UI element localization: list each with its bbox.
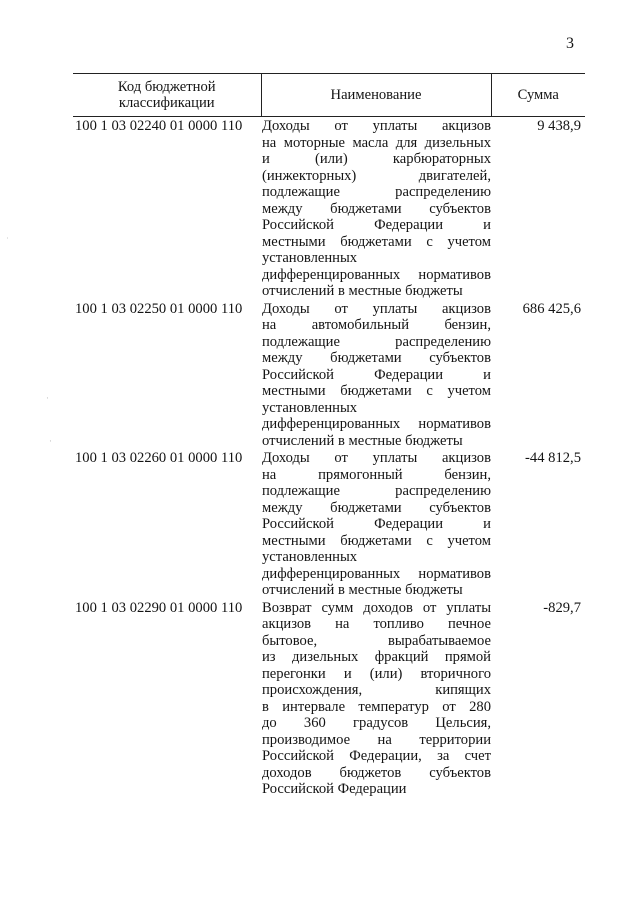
revenue-name-line: подлежащие распределению [262,184,491,200]
revenue-name-line: происхождения, кипящих [262,682,491,698]
table-row [73,599,585,798]
revenue-name-line: дифференцированных нормативов [262,416,491,432]
scan-speck: ˙ [6,236,9,246]
budget-code: 100 1 03 02260 01 0000 110 [75,450,243,466]
revenue-name [261,117,491,300]
revenue-name-line: производимое на территории [262,731,491,748]
revenue-name-line: перегонки и (или) вторичного [262,665,491,682]
amount: 686 425,6 [522,300,581,317]
revenue-name-line: и (или) карбюраторных [262,151,491,167]
revenue-name-line: между бюджетами субъектов [262,200,491,217]
revenue-name [261,599,491,798]
revenue-name-line: на прямогонный бензин, [262,466,491,483]
revenue-name-line: подлежащие распределению [262,333,491,350]
revenue-name-line: бытовое, вырабатываемое [262,632,491,649]
revenue-name-line: акцизов на топливо печное [262,616,491,632]
header-sum: Сумма [491,74,585,117]
page-number: 3 [566,35,574,52]
revenue-name-line: местными бюджетами с учетом [262,233,491,250]
amount: 9 438,9 [537,118,581,134]
revenue-name-line: установленных [262,399,358,416]
revenue-name [261,449,491,599]
table-row [73,117,585,300]
revenue-name-line: на автомобильный бензин, [262,317,491,333]
header-code [73,74,261,117]
revenue-name-line: Российской Федерации и [262,366,491,383]
revenue-name-line: отчислений в местные бюджеты [262,432,463,449]
revenue-name-line: в интервале температур от 280 [262,698,491,715]
revenue-name-line: местными бюджетами с учетом [262,532,491,549]
revenue-name-line: дифференцированных нормативов [262,565,491,582]
revenue-name-line: Доходы от уплаты акцизов [262,300,491,317]
header-code-line-1: Код бюджетной [117,78,216,95]
amount: -44 812,5 [525,450,581,466]
table-header-row [73,74,585,117]
revenue-name-line: между бюджетами субъектов [262,350,491,366]
revenue-name-line: Доходы от уплаты акцизов [262,118,491,134]
revenue-name-line: на моторные масла для дизельных [262,134,491,151]
revenue-name-line: Российской Федерации [262,781,407,797]
revenue-name-line: Возврат сумм доходов от уплаты [262,599,491,616]
revenue-name-line: дифференцированных нормативов [262,266,491,283]
revenue-name-line: местными бюджетами с учетом [262,383,491,399]
revenue-name-line: Доходы от уплаты акцизов [262,450,491,466]
table-body [73,117,585,798]
revenue-name [261,300,491,450]
revenue-name-line: установленных [262,250,358,266]
budget-classification-table [73,73,585,798]
header-name: Наименование [261,74,491,117]
revenue-name-line: между бюджетами субъектов [262,499,491,516]
revenue-name-line: из дизельных фракций прямой [262,649,491,665]
budget-code: 100 1 03 02290 01 0000 110 [75,599,243,616]
revenue-name-line: отчислений в местные бюджеты [262,582,463,598]
revenue-name-line: Российской Федерации и [262,217,491,233]
table-row [73,300,585,450]
budget-code: 100 1 03 02250 01 0000 110 [75,300,243,317]
scan-speck: · [46,393,49,403]
table-row [73,449,585,599]
revenue-name-line: Российской Федерации и [262,516,491,532]
revenue-name-line: подлежащие распределению [262,483,491,499]
revenue-name-line: (инжекторных) двигателей, [262,167,491,184]
revenue-name-line: до 360 градусов Цельсия, [262,715,491,731]
revenue-name-line: отчислений в местные бюджеты [262,283,463,299]
header-code-line-2: классификации [118,95,215,111]
revenue-name-line: установленных [262,549,358,565]
scan-speck: · [49,436,52,446]
revenue-name-line: доходов бюджетов субъектов [262,764,491,781]
revenue-name-line: Российской Федерации, за счет [262,748,491,764]
budget-code: 100 1 03 02240 01 0000 110 [75,118,243,134]
amount: -829,7 [543,599,581,616]
